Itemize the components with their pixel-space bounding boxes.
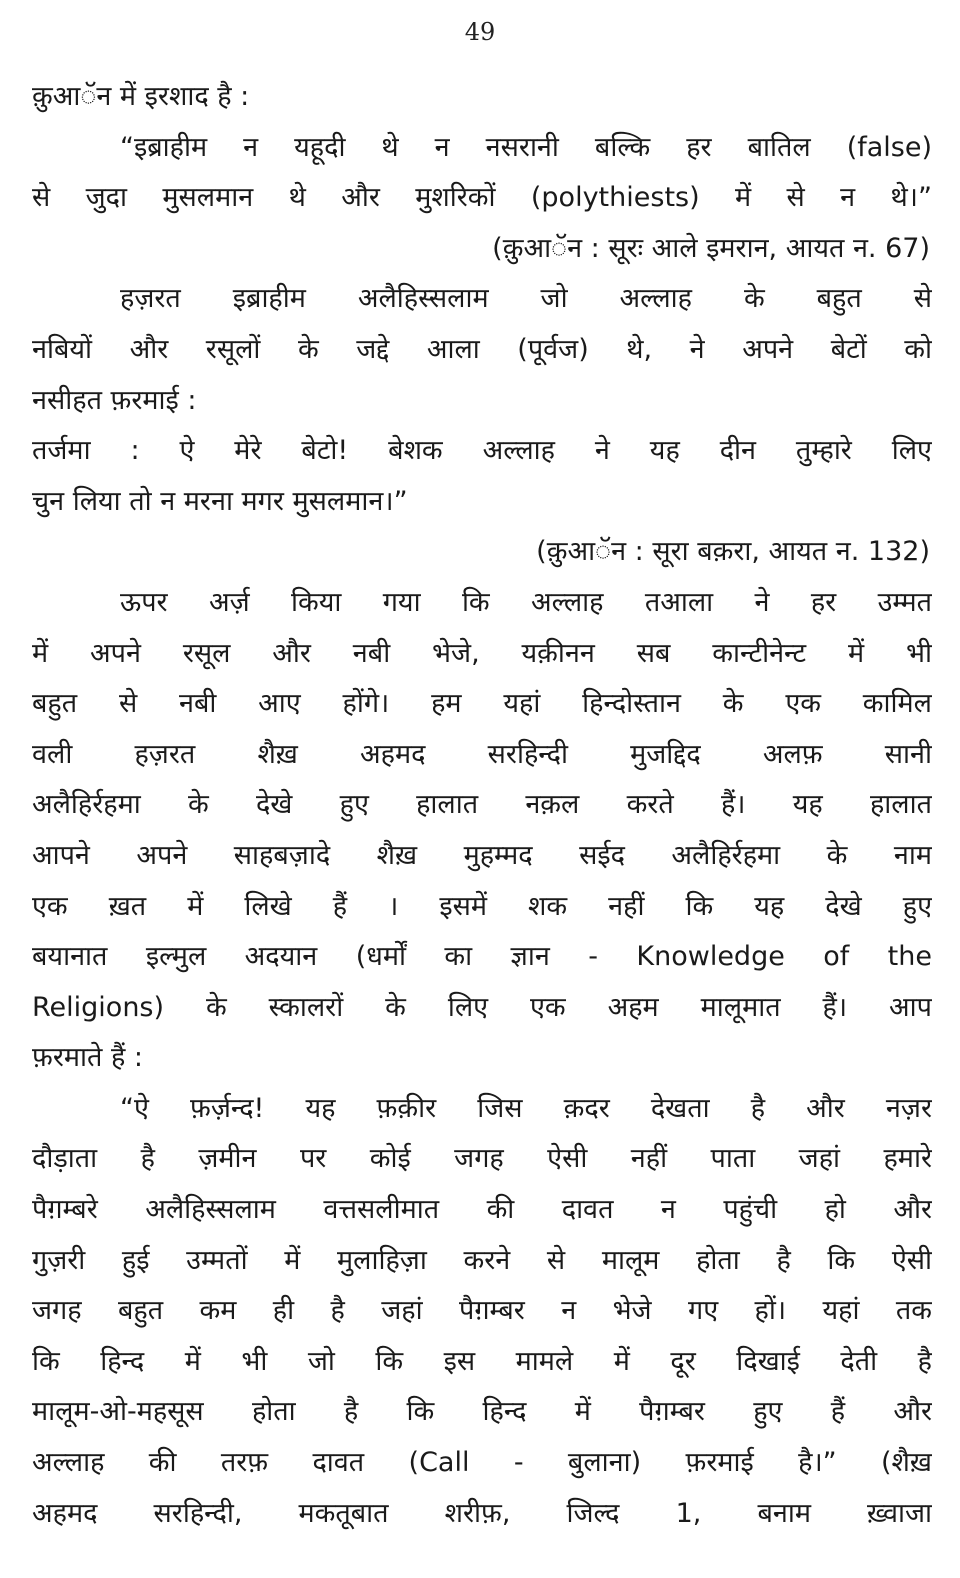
quote-line: मालूम-ओ-महसूस होता है कि हिन्द में पैग़म्बर हुए हैं और: [32, 1396, 932, 1428]
text-line: वली हज़रत शैख़ अहमद सरहिन्दी मुजद्दिद अलफ़ सानी: [32, 738, 932, 770]
page-number: 49: [464, 18, 496, 46]
text-line: अलैहिर्रहमा के देखे हुए हालात नक़ल करते हैं। यह हालात: [32, 789, 932, 821]
translation-line: चुन लिया तो न मरना मगर मुसलमान।”: [32, 485, 408, 517]
quote-line: दौड़ाता है ज़मीन पर कोई जगह ऐसी नहीं पाता जहां हमारे: [32, 1143, 932, 1175]
quote-line: “इब्राहीम न यहूदी थे न नसरानी बल्कि हर बातिल (false): [120, 131, 932, 163]
text-line: ऊपर अर्ज़ किया गया कि अल्लाह तआला ने हर उम्मत: [120, 586, 932, 618]
body-text: [32, 72, 932, 1539]
quote-line: जगह बहुत कम ही है जहां पैग़म्बर न भेजे गए हों। यहां तक: [32, 1295, 932, 1327]
text-line: Religions) के स्कालरों के लिए एक अहम मालूमात हैं। आप: [32, 991, 932, 1023]
quote-line: अहमद सरहिन्दी, मकतूबात शरीफ़, जिल्द 1, बनाम ख़्वाजा: [32, 1497, 932, 1529]
text-line: बहुत से नबी आए होंगे। हम यहां हिन्दोस्तान के एक कामिल: [32, 688, 932, 720]
text-line: नबियों और रसूलों के जद्दे आला (पूर्वज) थे, ने अपने बेटों को: [32, 333, 932, 365]
citation-line: (क़ुआॅन : सूरा बक़रा, आयत न. 132): [536, 536, 930, 568]
citation-line: (क़ुआॅन : सूरः आले इमरान, आयत न. 67): [492, 232, 930, 264]
quote-line: “ऐ फ़र्ज़न्द! यह फ़क़ीर जिस क़दर देखता है और नज़र: [120, 1092, 932, 1124]
text-line: में अपने रसूल और नबी भेजे, यक़ीनन सब कान्टीनेन्ट में भी: [32, 637, 932, 669]
quote-line: गुज़री हुई उम्मतों में मुलाहिज़ा करने से मालूम होता है कि ऐसी: [32, 1244, 932, 1276]
text-line: एक ख़त में लिखे हैं । इसमें शक नहीं कि यह देखे हुए: [32, 890, 932, 922]
translation-line: तर्जमा : ऐ मेरे बेटो! बेशक अल्लाह ने यह दीन तुम्हारे लिए: [32, 435, 932, 467]
text-line: बयानात इल्मुल अदयान (धर्मों का ज्ञान - Knowledge of the: [32, 941, 932, 973]
text-line: आपने अपने साहबज़ादे शैख़ मुहम्मद सईद अलैहिर्रहमा के नाम: [32, 839, 932, 871]
text-line: फ़रमाते हैं :: [32, 1042, 143, 1074]
text-line: नसीहत फ़रमाई :: [32, 384, 197, 416]
quote-line: से जुदा मुसलमान थे और मुशरिकों (polythiests) में से न थे।”: [32, 182, 932, 214]
quote-line: पैग़म्बरे अलैहिस्सलाम वत्तसलीमात की दावत न पहुंची हो और: [32, 1194, 932, 1226]
quote-line: कि हिन्द में भी जो कि इस मामले में दूर दिखाई देती है: [32, 1345, 932, 1377]
text-line: क़ुआॅन में इरशाद है :: [32, 81, 250, 112]
quote-line: अल्लाह की तरफ़ दावत (Call - बुलाना) फ़रमाई है।” (शैख़: [32, 1447, 932, 1479]
text-line: हज़रत इब्राहीम अलैहिस्सलाम जो अल्लाह के बहुत से: [120, 283, 932, 315]
